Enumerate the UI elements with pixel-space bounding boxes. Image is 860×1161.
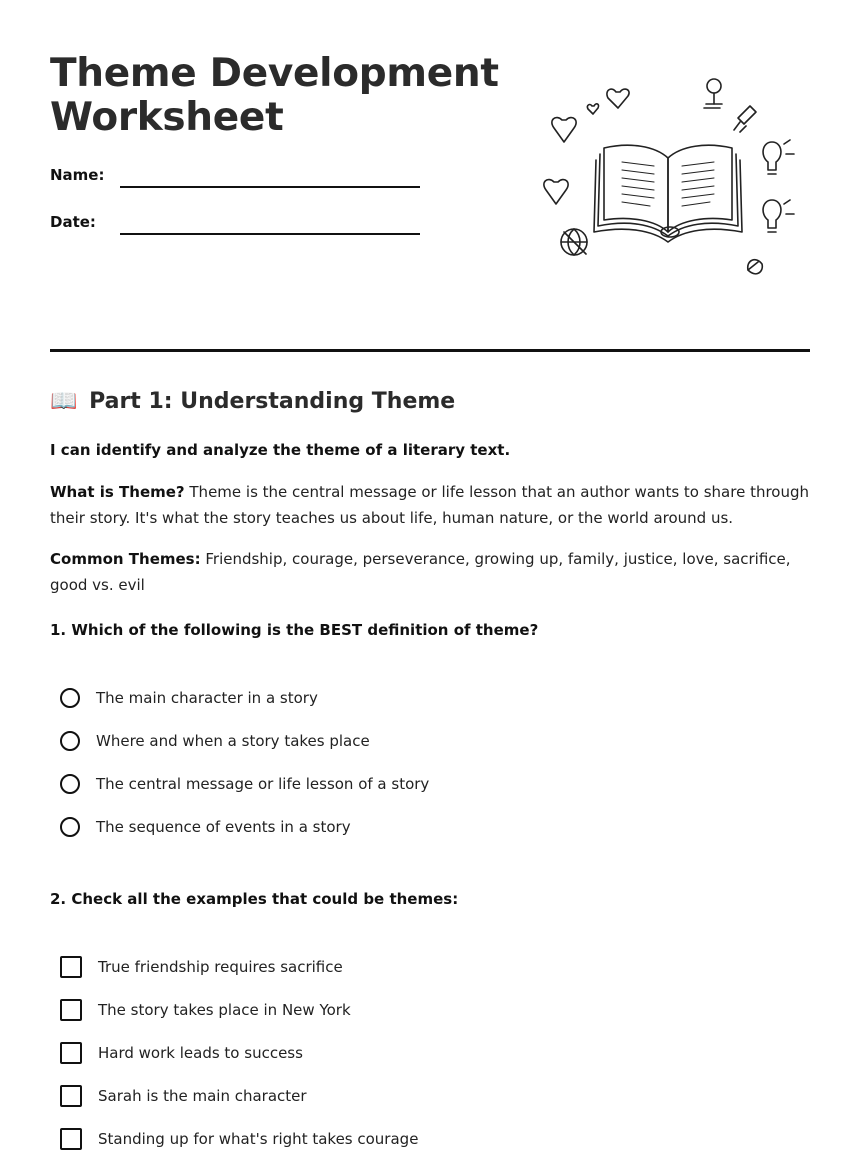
q1-option[interactable] <box>60 771 429 797</box>
common-themes <box>50 546 810 598</box>
title-line-2: Worksheet <box>50 95 284 140</box>
common-themes-text: Friendship, courage, perseverance, growing up, family, justice, love, sacrifice, good vs. evil <box>50 550 791 594</box>
q2-option[interactable] <box>60 1083 307 1109</box>
q1-option-label: The main character in a story <box>96 689 318 707</box>
date-label: Date: <box>50 213 96 231</box>
q1-option[interactable] <box>60 814 351 840</box>
title-line-1: Theme Development <box>50 51 499 96</box>
q1-option-label: Where and when a story takes place <box>96 732 370 750</box>
checkbox[interactable] <box>60 1128 82 1150</box>
q2-option[interactable] <box>60 954 343 980</box>
q1-option[interactable] <box>60 685 318 711</box>
theme-definition-text: Theme is the central message or life lesson that an author wants to share through their story. It's what the story teaches us about life, human nature, or the world around us. <box>50 483 810 527</box>
q1-option-label: The central message or life lesson of a story <box>96 775 430 793</box>
date-field[interactable] <box>120 233 420 235</box>
book-emoji-icon: 📖 <box>50 389 78 414</box>
radio-button[interactable] <box>60 817 80 837</box>
q2-option[interactable] <box>60 1126 418 1152</box>
q2-option-label: Sarah is the main character <box>98 1087 307 1105</box>
common-themes-label: Common Themes: <box>50 550 201 568</box>
part-1-title: Part 1: Understanding Theme <box>89 389 456 414</box>
q1-option[interactable] <box>60 728 370 754</box>
q1-option-label: The sequence of events in a story <box>96 818 351 836</box>
q2-option-label: The story takes place in New York <box>98 1001 351 1019</box>
radio-button[interactable] <box>60 688 80 708</box>
q2-option[interactable] <box>60 1040 303 1066</box>
checkbox[interactable] <box>60 999 82 1021</box>
section-divider <box>50 349 810 352</box>
radio-button[interactable] <box>60 774 80 794</box>
checkbox[interactable] <box>60 956 82 978</box>
learning-objective: I can identify and analyze the theme of a literary text. <box>50 441 511 459</box>
name-field[interactable] <box>120 186 420 188</box>
checkbox[interactable] <box>60 1042 82 1064</box>
q2-option-label: True friendship requires sacrifice <box>98 958 343 976</box>
part-1-heading <box>50 389 455 414</box>
radio-button[interactable] <box>60 731 80 751</box>
question-2-prompt: 2. Check all the examples that could be themes: <box>50 890 459 908</box>
open-book-doodle-icon <box>540 70 800 290</box>
question-1-prompt: 1. Which of the following is the BEST definition of theme? <box>50 621 539 639</box>
name-label: Name: <box>50 166 105 184</box>
q2-option-label: Standing up for what's right takes courage <box>98 1130 419 1148</box>
q2-option[interactable] <box>60 997 351 1023</box>
checkbox[interactable] <box>60 1085 82 1107</box>
q2-option-label: Hard work leads to success <box>98 1044 303 1062</box>
theme-definition <box>50 479 810 531</box>
worksheet-title <box>50 52 499 140</box>
theme-definition-label: What is Theme? <box>50 483 185 501</box>
